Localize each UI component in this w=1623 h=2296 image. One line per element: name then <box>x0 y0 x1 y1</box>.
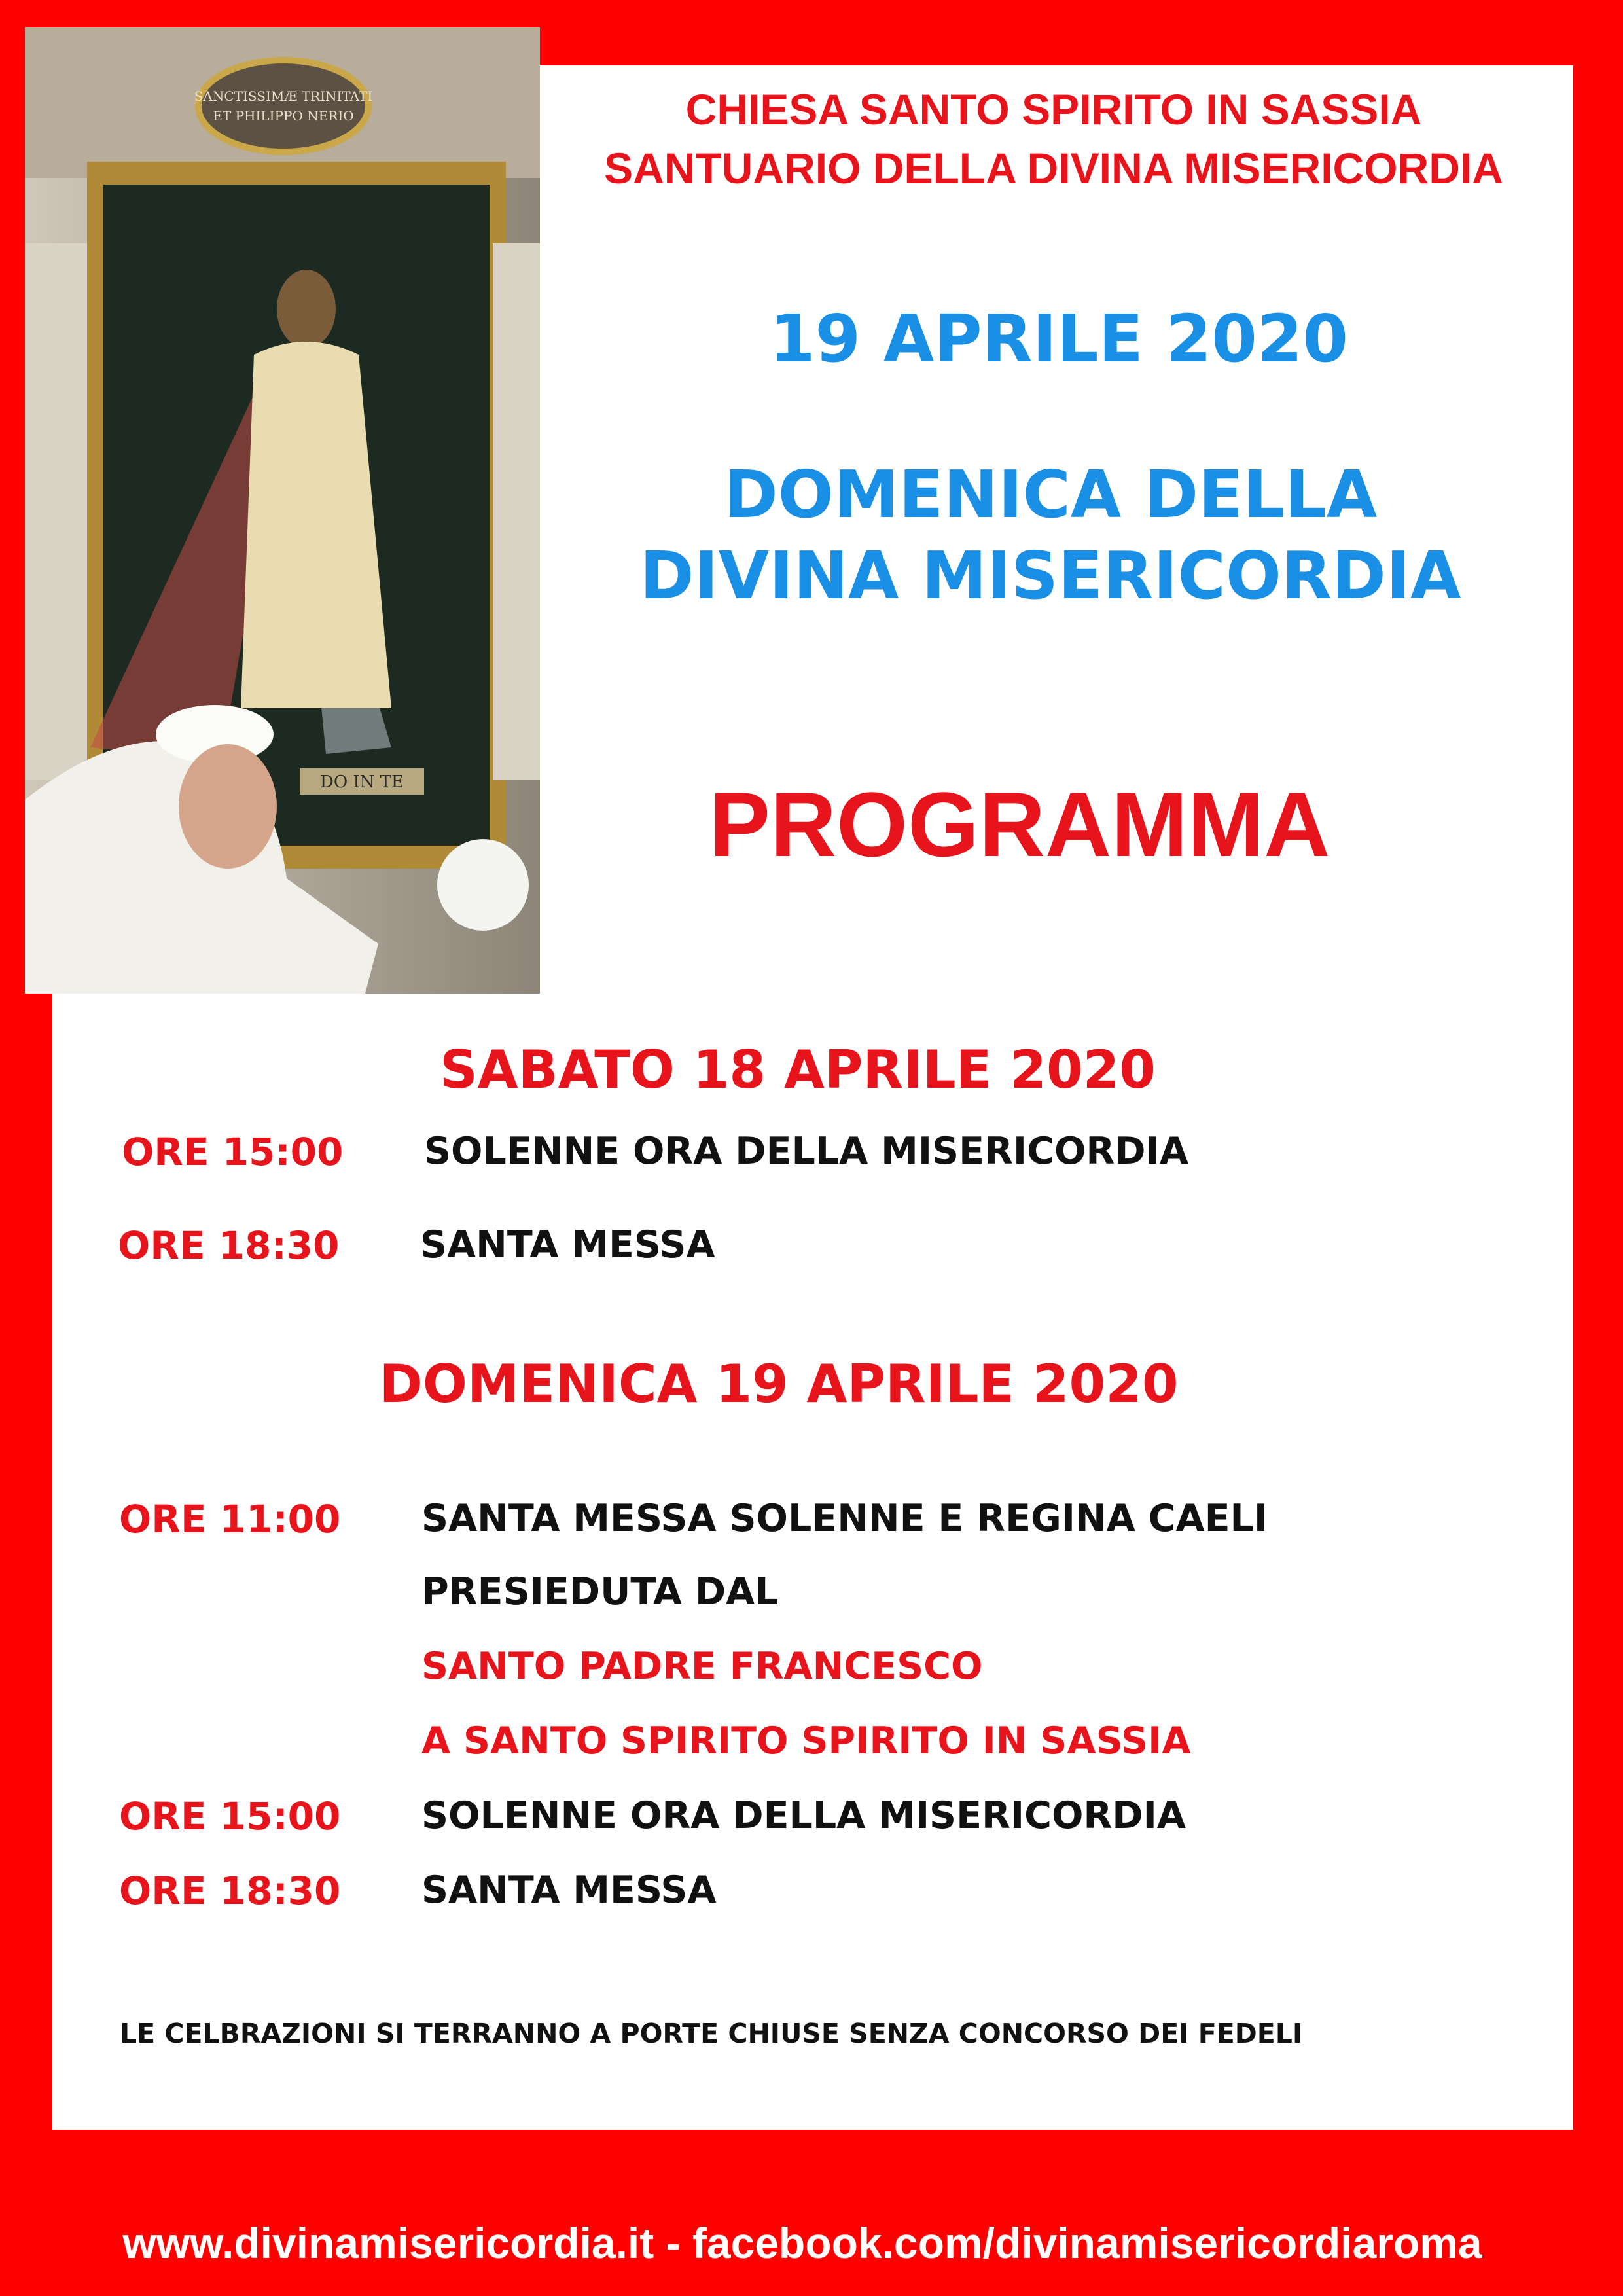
inscription-top-1: SANCTISSIMÆ TRINITATI <box>194 88 373 104</box>
event-date: 19 APRILE 2020 <box>769 300 1349 377</box>
feast-title-line1: DOMENICA DELLA <box>723 456 1378 533</box>
divine-mercy-photo <box>25 27 540 994</box>
event-time: ORE 18:30 <box>119 1869 341 1913</box>
event-time: ORE 15:00 <box>122 1130 344 1174</box>
inscription-bottom: DO IN TE <box>319 772 404 792</box>
event-time: ORE 11:00 <box>119 1497 341 1541</box>
header-sanctuary-name: SANTUARIO DELLA DIVINA MISERICORDIA <box>604 144 1503 192</box>
event-time: ORE 18:30 <box>118 1223 340 1268</box>
event-location: A SANTO SPIRITO SPIRITO IN SASSIA <box>421 1719 1191 1763</box>
event-description: SOLENNE ORA DELLA MISERICORDIA <box>424 1130 1188 1173</box>
event-presider-line: PRESIEDUTA DAL <box>421 1570 779 1613</box>
event-time: ORE 15:00 <box>119 1794 341 1839</box>
event-description: SOLENNE ORA DELLA MISERICORDIA <box>421 1794 1186 1837</box>
saturday-title: SABATO 18 APRILE 2020 <box>440 1039 1156 1100</box>
event-description: SANTA MESSA <box>420 1223 715 1266</box>
inscription-top-2: ET PHILIPPO NERIO <box>213 108 354 124</box>
program-title: PROGRAMMA <box>709 773 1330 876</box>
header-church-name: CHIESA SANTO SPIRITO IN SASSIA <box>685 85 1422 134</box>
event-presider-name: SANTO PADRE FRANCESCO <box>421 1645 983 1688</box>
closed-doors-notice: LE CELBRAZIONI SI TERRANNO A PORTE CHIUSE SENZA CONCORSO DEI FEDELI <box>120 2018 1303 2049</box>
event-description: SANTA MESSA SOLENNE E REGINA CAELI <box>421 1497 1268 1540</box>
sunday-title: DOMENICA 19 APRILE 2020 <box>379 1354 1179 1414</box>
footer-links[interactable]: www.divinamisericordia.it - facebook.com/divinamisericordiaroma <box>122 2219 1482 2267</box>
feast-title-line2: DIVINA MISERICORDIA <box>639 537 1461 614</box>
event-description: SANTA MESSA <box>421 1869 717 1912</box>
